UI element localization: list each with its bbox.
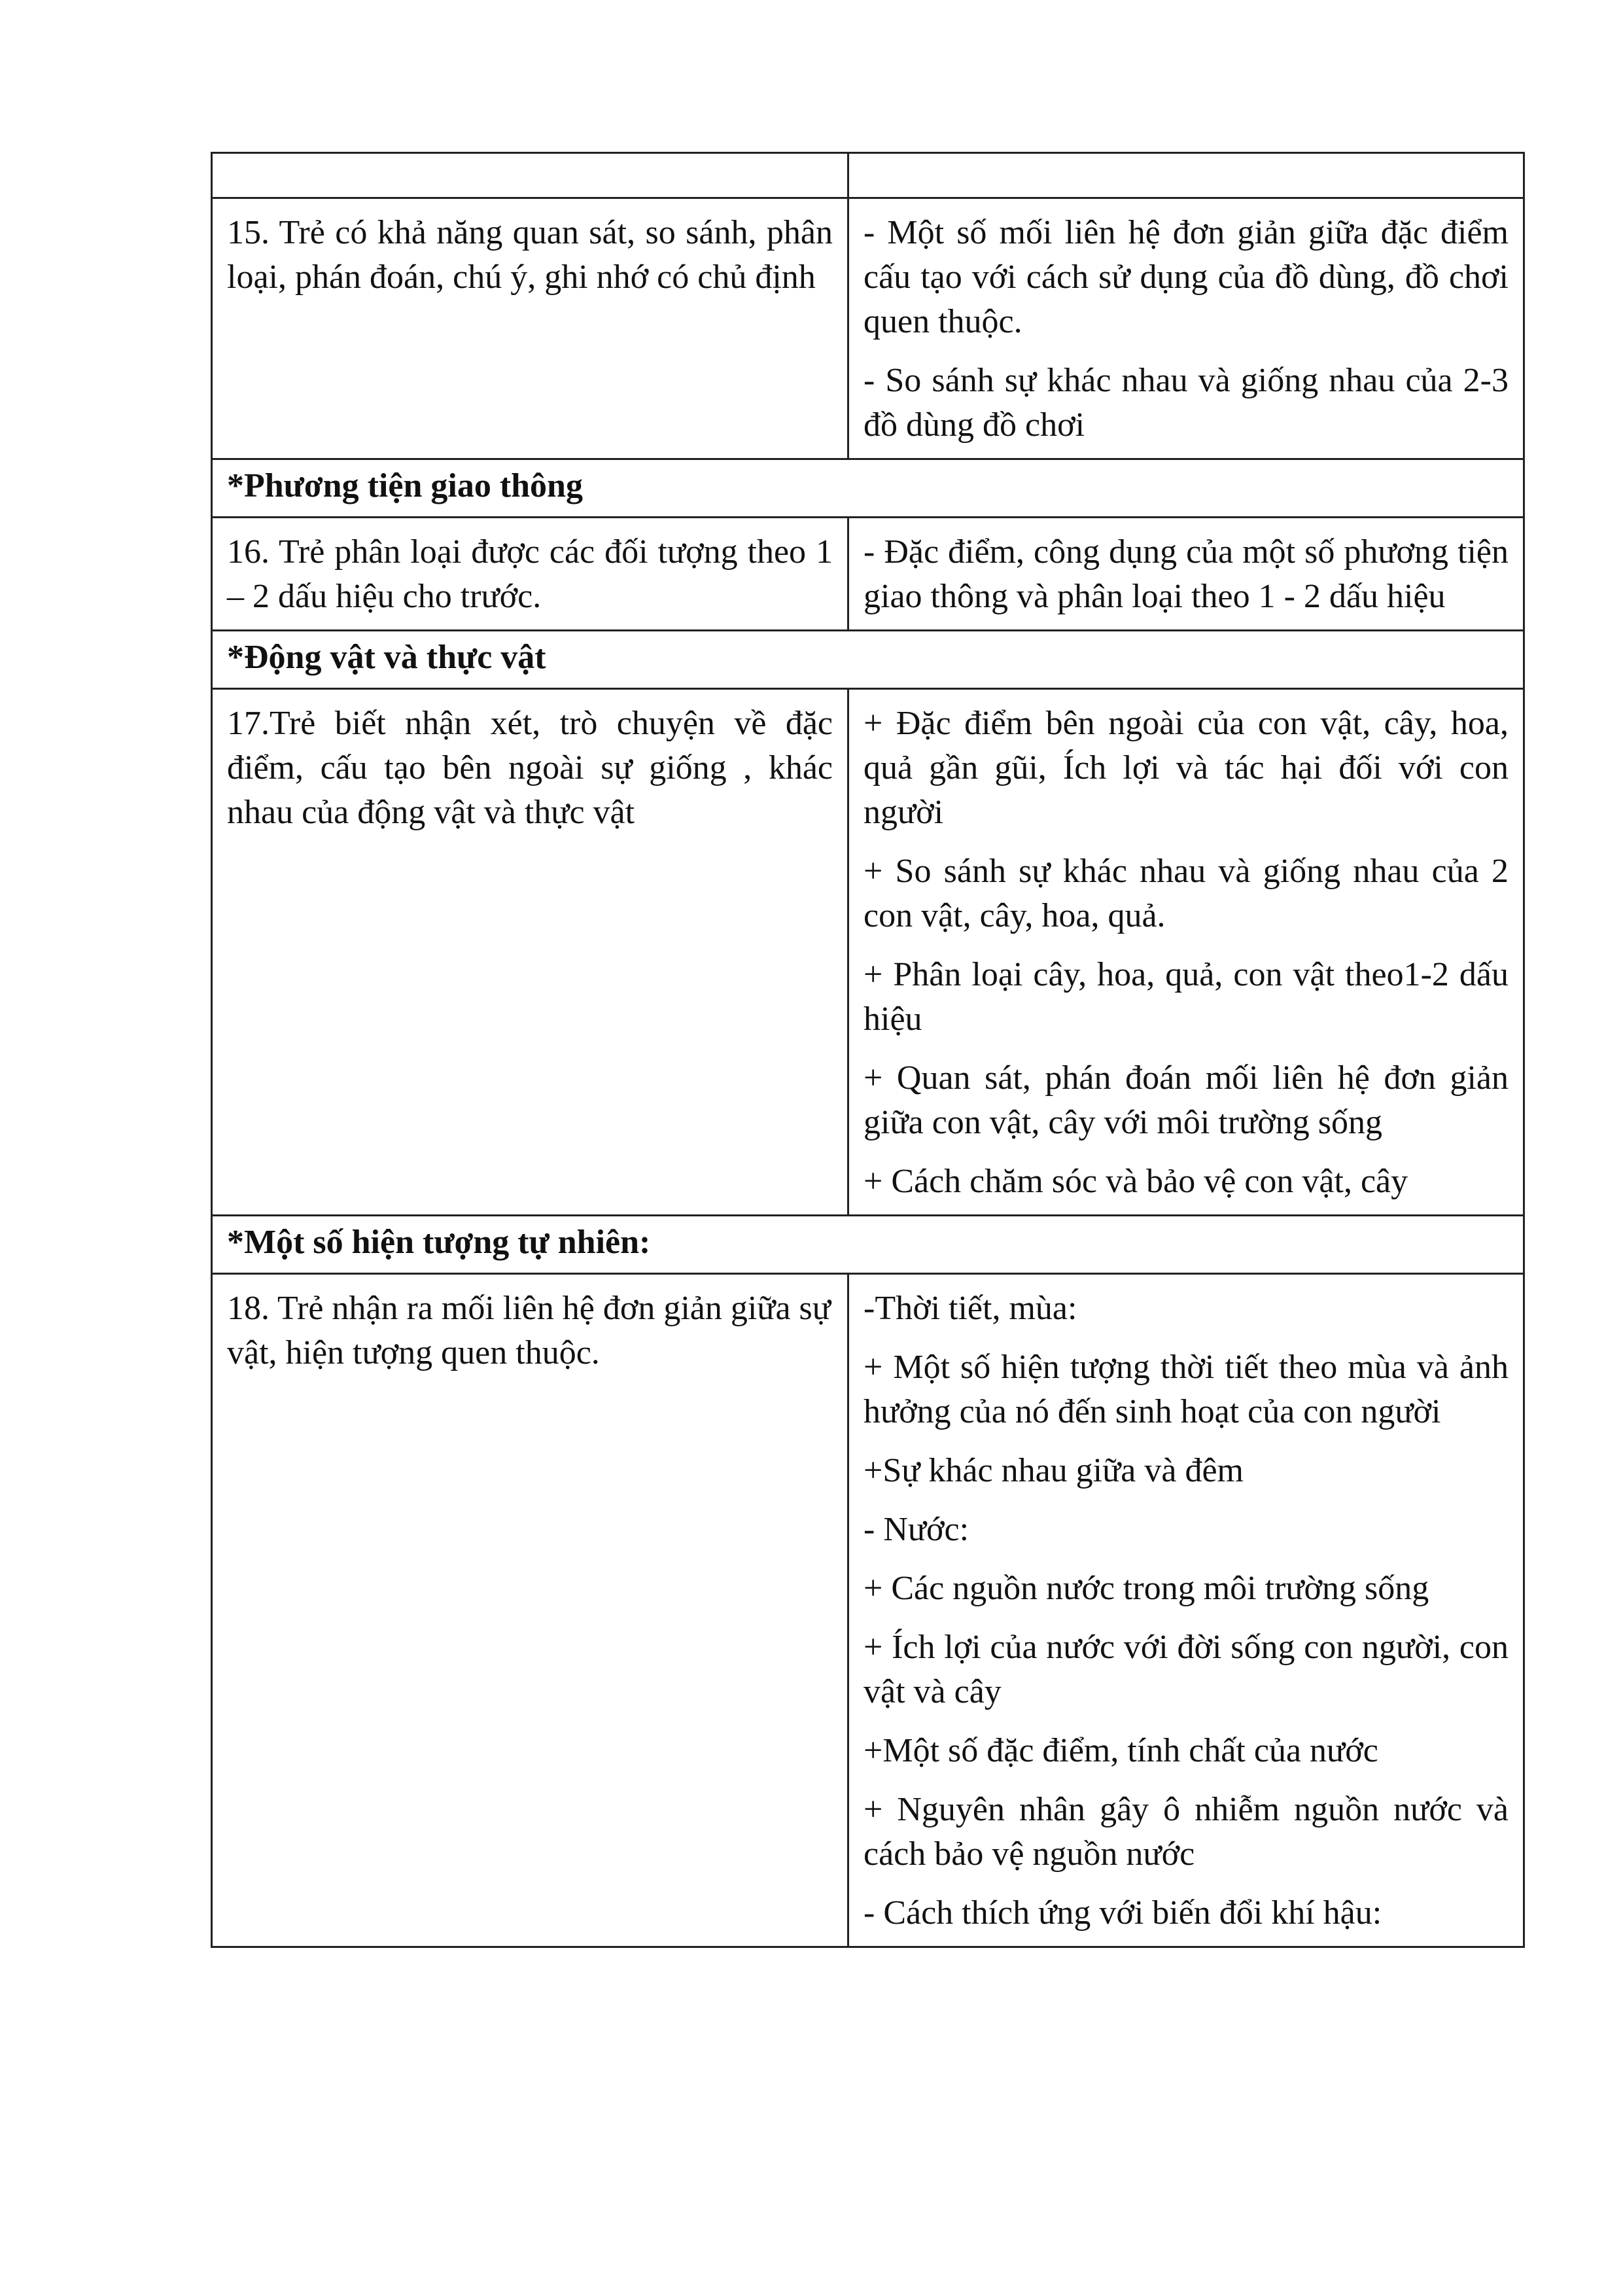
table-row xyxy=(212,198,1524,459)
content-line: + Phân loại cây, hoa, quả, con vật theo1-2 dấu hiệu xyxy=(864,956,1509,1038)
section-heading: *Một số hiện tượng tự nhiên: xyxy=(212,1216,1524,1274)
content-line: +Một số đặc điểm, tính chất của nước xyxy=(864,1732,1378,1769)
objective-cell: 17.Trẻ biết nhận xét, trò chuyện về đặc điểm, cấu tạo bên ngoài sự giống , khác nhau của động vật và thực vật xyxy=(212,689,848,1216)
content-line: +Sự khác nhau giữa và đêm xyxy=(864,1452,1244,1489)
content-cell xyxy=(848,198,1524,459)
table-row xyxy=(212,1274,1524,1947)
content-line: - Nước: xyxy=(864,1511,969,1548)
curriculum-table xyxy=(211,152,1525,1948)
content-line: -Thời tiết, mùa: xyxy=(864,1290,1077,1327)
content-line: - Cách thích ứng với biến đổi khí hậu: xyxy=(864,1894,1382,1932)
section-heading-row xyxy=(212,1216,1524,1274)
section-heading-row xyxy=(212,459,1524,518)
content-line: - Một số mối liên hệ đơn giản giữa đặc điểm cấu tạo với cách sử dụng của đồ dùng, đồ chơi quen thuộc. xyxy=(864,214,1509,340)
table-row xyxy=(212,153,1524,198)
content-cell xyxy=(848,689,1524,1216)
table-row xyxy=(212,518,1524,631)
table-row xyxy=(212,689,1524,1216)
empty-cell xyxy=(848,153,1524,198)
content-line: + Cách chăm sóc và bảo vệ con vật, cây xyxy=(864,1163,1408,1200)
objective-cell: 15. Trẻ có khả năng quan sát, so sánh, phân loại, phán đoán, chú ý, ghi nhớ có chủ định xyxy=(212,198,848,459)
empty-cell xyxy=(212,153,848,198)
content-line: + Các nguồn nước trong môi trường sống xyxy=(864,1570,1429,1607)
content-line: + So sánh sự khác nhau và giống nhau của 2 con vật, cây, hoa, quả. xyxy=(864,853,1509,934)
content-line: + Quan sát, phán đoán mối liên hệ đơn giản giữa con vật, cây với môi trường sống xyxy=(864,1059,1509,1141)
content-cell xyxy=(848,1274,1524,1947)
content-line: + Ích lợi của nước với đời sống con người, con vật và cây xyxy=(864,1629,1509,1710)
objective-cell: 18. Trẻ nhận ra mối liên hệ đơn giản giữa sự vật, hiện tượng quen thuộc. xyxy=(212,1274,848,1947)
objective-cell: 16. Trẻ phân loại được các đối tượng theo 1 – 2 dấu hiệu cho trước. xyxy=(212,518,848,631)
section-heading: *Phương tiện giao thông xyxy=(212,459,1524,518)
content-line: + Một số hiện tượng thời tiết theo mùa và ảnh hưởng của nó đến sinh hoạt của con người xyxy=(864,1349,1509,1430)
content-cell xyxy=(848,518,1524,631)
section-heading: *Động vật và thực vật xyxy=(212,631,1524,689)
section-heading-row xyxy=(212,631,1524,689)
content-line: + Đặc điểm bên ngoài của con vật, cây, hoa, quả gần gũi, Ích lợi và tác hại đối với con người xyxy=(864,705,1509,831)
content-line: + Nguyên nhân gây ô nhiễm nguồn nước và cách bảo vệ nguồn nước xyxy=(864,1791,1509,1873)
content-line: - Đặc điểm, công dụng của một số phương tiện giao thông và phân loại theo 1 - 2 dấu hiệu xyxy=(864,533,1509,615)
content-line: - So sánh sự khác nhau và giống nhau của 2-3 đồ dùng đồ chơi xyxy=(864,362,1509,444)
